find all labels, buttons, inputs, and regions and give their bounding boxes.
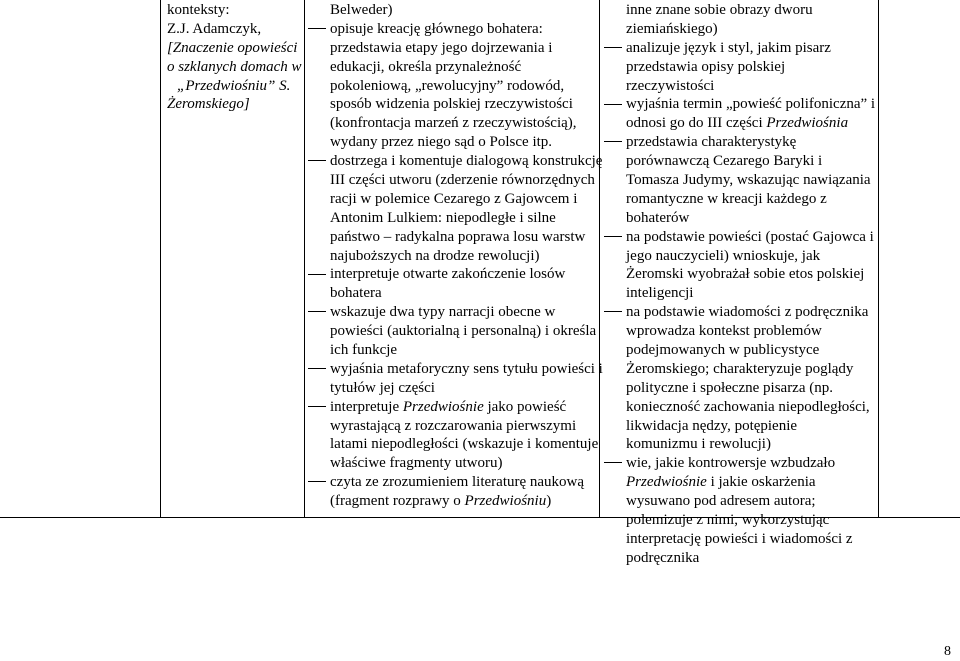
- page-number: 8: [944, 644, 951, 659]
- column-extended-requirements: [604, 1, 876, 568]
- text-line: interpretuje Przedwiośnie jako powieść: [308, 398, 600, 417]
- text-line: bohatera: [330, 285, 382, 302]
- text-line: przedstawia opisy polskiej: [626, 58, 786, 75]
- dash-bullet: [604, 311, 622, 312]
- text-line: inne znane sobie obrazy dworu: [626, 2, 813, 18]
- dash-bullet: [308, 274, 326, 275]
- text-line: wprowadza kontekst problemów: [626, 323, 822, 340]
- text-line: wyjaśnia termin „powieść polifoniczna” i: [604, 95, 872, 114]
- text-line: odnosi go do III części Przedwiośnia: [626, 115, 849, 132]
- dash-bullet: [308, 28, 326, 29]
- text-line: właściwe fragmenty utworu): [330, 455, 503, 472]
- text-line: jego nauczycieli) wnioskuje, jak: [626, 247, 821, 264]
- text-line: interpretuje otwarte zakończenie losów: [308, 265, 600, 284]
- dash-bullet: [308, 160, 326, 161]
- text-line: racji w polemice Cezarego z Gajowcem i: [330, 190, 578, 207]
- text-line: podręcznika: [626, 549, 700, 566]
- text-line: dostrzega i komentuje dialogową konstrukcję: [308, 152, 600, 171]
- text-line: najuboższych na drodze rewolucji): [330, 247, 540, 264]
- dash-bullet: [308, 481, 326, 482]
- text-line: ich funkcje: [330, 342, 398, 359]
- text-line: „Przedwiośniu” S.: [177, 77, 291, 94]
- text-line: bohaterów: [626, 209, 690, 226]
- text-line: porównawczą Cezarego Baryki i: [626, 153, 823, 170]
- text-line: pokoleniową, „rewolucyjny” rodowód,: [330, 77, 565, 94]
- text-line: Żeromski wyobrażał sobie etos polskiej: [626, 266, 865, 283]
- text-line: tytułów jej części: [330, 379, 435, 396]
- dash-bullet: [308, 368, 326, 369]
- text-line: inteligencji: [626, 285, 694, 302]
- text-line: opisuje kreację głównego bohatera:: [308, 20, 600, 39]
- text-line: powieści (auktorialną i personalną) i określa: [330, 323, 597, 340]
- text-line: wydany przez niego sąd o Polsce itp.: [330, 134, 553, 151]
- text-line: latami niepodległości (wskazuje i komentuje: [330, 436, 599, 453]
- text-line: wskazuje dwa typy narracji obecne w: [308, 303, 600, 322]
- text-line: Przedwiośnie i jakie oskarżenia: [626, 474, 816, 491]
- text-line: państwo – radykalna poprawa losu warstw: [330, 228, 586, 245]
- text-line: o szklanych domach w: [167, 58, 302, 75]
- text-line: romantyczne w kreacji każdego z: [626, 190, 827, 207]
- text-line: wysuwano pod adresem autora;: [626, 493, 816, 510]
- text-line: Belweder): [330, 2, 393, 18]
- text-line: podejmowanych w publicystyce: [626, 342, 820, 359]
- text-line: likwidacja nędzy, potępienie: [626, 417, 798, 434]
- text-line: Antonim Lulkiem: niepodległe i silne: [330, 209, 556, 226]
- text-line: przedstawia etapy jego dojrzewania i: [330, 39, 553, 56]
- dash-bullet: [604, 141, 622, 142]
- text-line: konieczność zachowania niepodległości,: [626, 398, 870, 415]
- text-line: III części utworu (zderzenie równorzędnych: [330, 172, 595, 189]
- dash-bullet: [308, 406, 326, 407]
- text-line: Żeromskiego; charakteryzuje poglądy: [626, 360, 854, 377]
- text-line: polityczne i społeczne pisarza (np.: [626, 379, 833, 396]
- column-basic-requirements: [308, 1, 603, 511]
- text-line: Tomasza Judymy, wskazując nawiązania: [626, 172, 871, 189]
- text-line: komunizmu i rewolucji): [626, 436, 771, 453]
- text-line: Żeromskiego]: [167, 96, 250, 113]
- text-line: polemizuje z nimi, wykorzystując: [626, 512, 830, 529]
- text-line: Z.J. Adamczyk,: [167, 20, 262, 37]
- dash-bullet: [604, 462, 622, 463]
- dash-bullet: [604, 47, 622, 48]
- table-border-left: [160, 0, 161, 518]
- dash-bullet: [604, 236, 622, 237]
- dash-bullet: [604, 104, 622, 105]
- text-line: (fragment rozprawy o Przedwiośniu): [330, 493, 552, 510]
- text-line: rzeczywistości: [626, 77, 715, 94]
- text-line: konteksty:: [167, 2, 230, 18]
- text-line: [Znaczenie opowieści: [167, 39, 298, 56]
- table-divider-3: [878, 0, 879, 518]
- text-line: przedstawia charakterystykę: [604, 133, 872, 152]
- text-line: ziemiańskiego): [626, 20, 718, 37]
- text-line: edukacji, określa przynależność: [330, 58, 522, 75]
- column-contexts: [167, 1, 303, 114]
- text-line: czyta ze zrozumieniem literaturę naukową: [308, 473, 600, 492]
- text-line: wyjaśnia metaforyczny sens tytułu powieści i: [308, 360, 600, 379]
- text-line: wie, jakie kontrowersje wzbudzało: [604, 454, 872, 473]
- text-line: na podstawie powieści (postać Gajowca i: [604, 228, 872, 247]
- dash-bullet: [308, 311, 326, 312]
- text-line: interpretację powieści i wiadomości z: [626, 530, 853, 547]
- text-line: (konfrontacja marzeń z rzeczywistością),: [330, 115, 577, 132]
- text-line: na podstawie wiadomości z podręcznika: [604, 303, 872, 322]
- text-line: sposób widzenia polskiej rzeczywistości: [330, 96, 573, 113]
- text-line: wyrastającą z rozczarowania pierwszymi: [330, 417, 577, 434]
- table-divider-1: [304, 0, 305, 518]
- text-line: analizuje język i styl, jakim pisarz: [604, 39, 872, 58]
